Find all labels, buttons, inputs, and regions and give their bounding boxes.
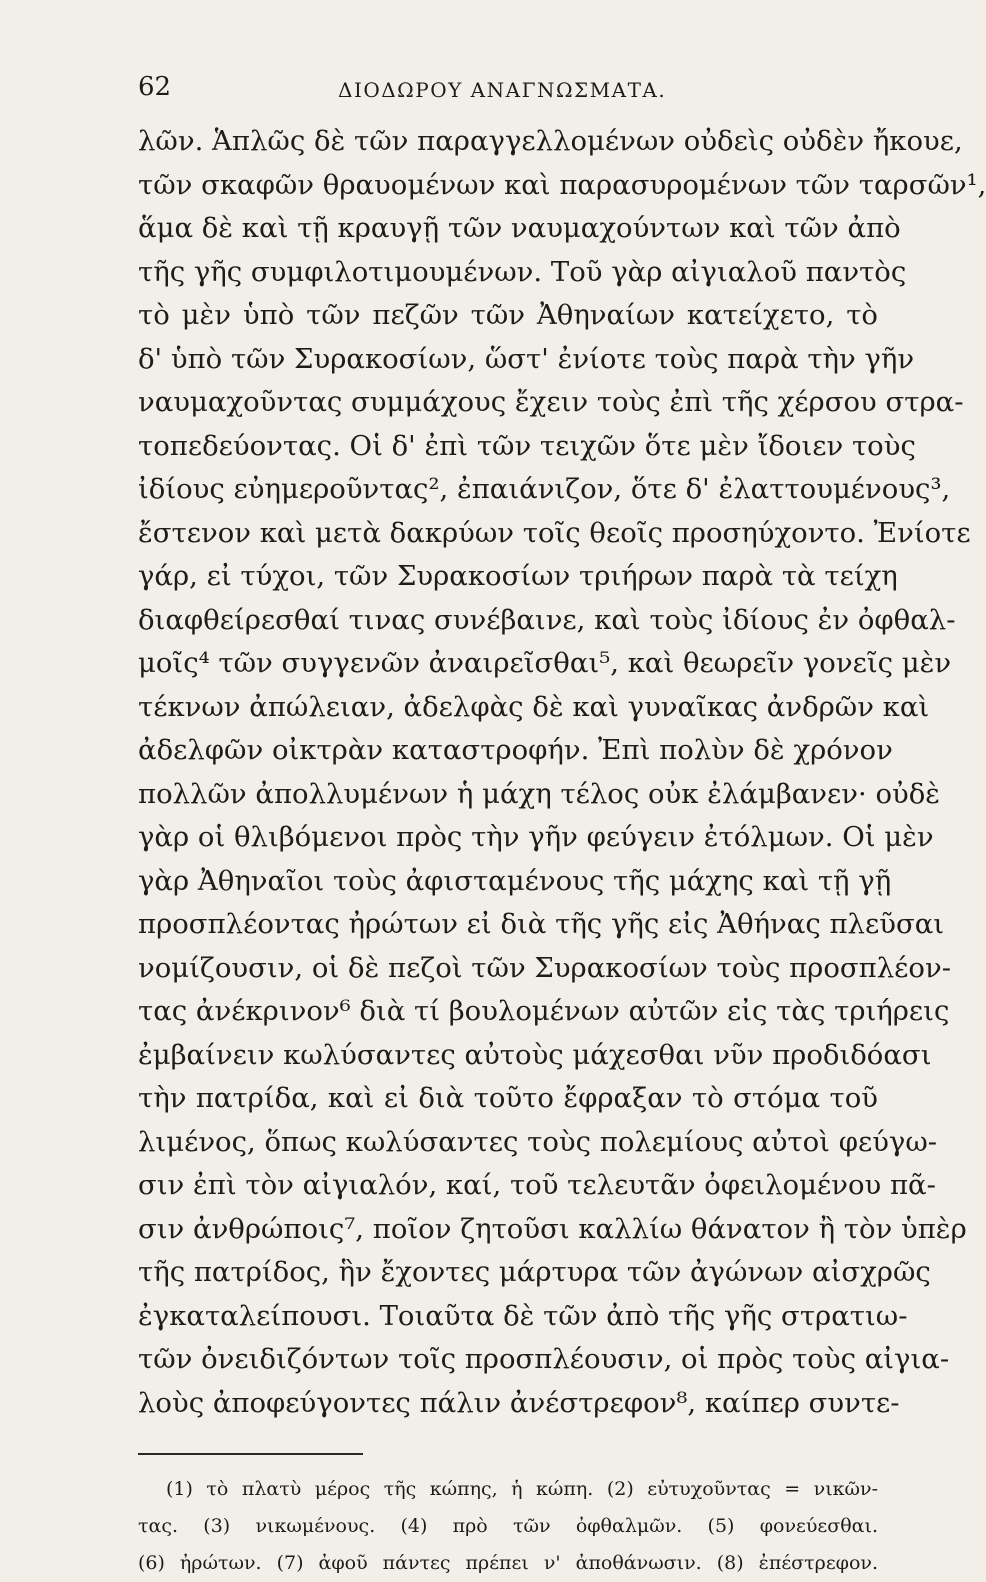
- footnote-divider: [138, 1453, 363, 1455]
- text-line: ἰδίους εὐημεροῦντας², ἐπαιάνιζον, ὅτε δ' ἐλαττουμένους³,: [138, 473, 951, 505]
- text-line: τοπεδεύοντας. Οἱ δ' ἐπὶ τῶν τειχῶν ὅτε μὲν ἴδοιεν τοὺς: [138, 429, 916, 462]
- text-line: ἅμα δὲ καὶ τῇ κραυγῇ τῶν ναυμαχούντων καὶ τῶν ἀπὸ: [138, 212, 901, 244]
- text-line: σιν ἀνθρώποις⁷, ποῖον ζητοῦσι καλλίω θάνατον ἢ τὸν ὑπὲρ: [138, 1212, 967, 1245]
- text-line: ἐγκαταλείπουσι. Τοιαῦτα δὲ τῶν ἀπὸ τῆς γῆς στρατιω-: [138, 1299, 908, 1332]
- text-line: μοῖς⁴ τῶν συγγενῶν ἀναιρεῖσθαι⁵, καὶ θεωρεῖν γονεῖς μὲν: [138, 647, 952, 679]
- text-line: τῶν ὀνειδιζόντων τοῖς προσπλέουσιν, οἱ πρὸς τοὺς αἰγια-: [138, 1343, 950, 1375]
- running-head: [138, 68, 878, 108]
- text-line: λοὺς ἀποφεύγοντες πάλιν ἀνέστρεφον⁸, καίπερ συντε-: [138, 1386, 900, 1419]
- footnote-line: (1) τὸ πλατὺ μέρος τῆς κώπης, ἡ κώπη. (2) εὐτυχοῦντας = νικῶν-: [166, 1478, 878, 1500]
- footnotes: [138, 1471, 878, 1582]
- text-line: δ' ὑπὸ τῶν Συρακοσίων, ὥστ' ἐνίοτε τοὺς παρὰ τὴν γῆν: [138, 342, 915, 375]
- text-line: τας ἀνέκρινον⁶ διὰ τί βουλομένων αὐτῶν εἰς τὰς τριήρεις: [138, 995, 950, 1027]
- footnote-line: τας. (3) νικωμένους. (4) πρὸ τῶν ὀφθαλμῶν. (5) φονεύεσθαι.: [138, 1515, 878, 1537]
- footnote-line: (6) ἠρώτων. (7) ἀφοῦ πάντες πρέπει ν' ἀποθάνωσιν. (8) ἐπέστρεφον.: [138, 1552, 878, 1574]
- text-line: ναυμαχοῦντας συμμάχους ἔχειν τοὺς ἐπὶ τῆς χέρσου στρα-: [138, 386, 964, 418]
- running-title: ΔΙΟΔΩΡΟΥ ΑΝΑΓΝΩΣΜΑΤΑ.: [338, 78, 667, 102]
- text-line: γὰρ οἱ θλιβόμενοι πρὸς τὴν γῆν φεύγειν ἐτόλμων. Οἱ μὲν: [138, 821, 934, 853]
- text-line: διαφθείρεσθαί τινας συνέβαινε, καὶ τοὺς ἰδίους ἐν ὀφθαλ-: [138, 603, 956, 636]
- text-line: τῆς πατρίδος, ἣν ἔχοντες μάρτυρα τῶν ἀγώνων αἰσχρῶς: [138, 1256, 931, 1288]
- text-line: τέκνων ἀπώλειαν, ἀδελφὰς δὲ καὶ γυναῖκας ἀνδρῶν καὶ: [138, 690, 930, 723]
- text-line: σιν ἐπὶ τὸν αἰγιαλόν, καί, τοῦ τελευτᾶν ὀφειλομένου πᾶ-: [138, 1169, 936, 1201]
- text-line: γὰρ Ἀθηναῖοι τοὺς ἀφισταμένους τῆς μάχης καὶ τῇ γῇ: [138, 864, 892, 897]
- text-line: πολλῶν ἀπολλυμένων ἡ μάχη τέλος οὐκ ἐλάμβανεν· οὐδὲ: [138, 777, 941, 810]
- book-page: [138, 68, 986, 1582]
- text-line: ἐμβαίνειν κωλύσαντες αὐτοὺς μάχεσθαι νῦν προδιδόασι: [138, 1038, 932, 1071]
- text-line: λιμένος, ὅπως κωλύσαντες τοὺς πολεμίους αὐτοὶ φεύγω-: [138, 1125, 938, 1158]
- text-line: ἀδελφῶν οἰκτρὰν καταστροφήν. Ἐπὶ πολὺν δὲ χρόνον: [138, 734, 893, 766]
- text-line: προσπλέοντας ἠρώτων εἰ διὰ τῆς γῆς εἰς Ἀθήνας πλεῦσαι: [138, 908, 945, 940]
- text-line: τῆς γῆς συμφιλοτιμουμένων. Τοῦ γὰρ αἰγιαλοῦ παντὸς: [138, 255, 907, 288]
- text-line: γάρ, εἰ τύχοι, τῶν Συρακοσίων τριήρων παρὰ τὰ τείχη: [138, 560, 898, 592]
- text-line: τὸ μὲν ὑπὸ τῶν πεζῶν τῶν Ἀθηναίων κατείχετο, τὸ: [138, 299, 878, 331]
- text-line: τῶν σκαφῶν θραυομένων καὶ παρασυρομένων τῶν ταρσῶν¹,: [138, 168, 986, 201]
- text-line: ἔστενον καὶ μετὰ δακρύων τοῖς θεοῖς προσηύχοντο. Ἐνίοτε: [138, 516, 971, 549]
- text-line: νομίζουσιν, οἱ δὲ πεζοὶ τῶν Συρακοσίων τοὺς προσπλέον-: [138, 951, 951, 984]
- text-line: λῶν. Ἁπλῶς δὲ τῶν παραγγελλομένων οὐδεὶς οὐδὲν ἤκουε,: [138, 125, 963, 157]
- text-line: τὴν πατρίδα, καὶ εἰ διὰ τοῦτο ἔφραξαν τὸ στόμα τοῦ: [138, 1082, 878, 1114]
- body-text: [138, 120, 986, 1425]
- page-number: 62: [138, 72, 172, 102]
